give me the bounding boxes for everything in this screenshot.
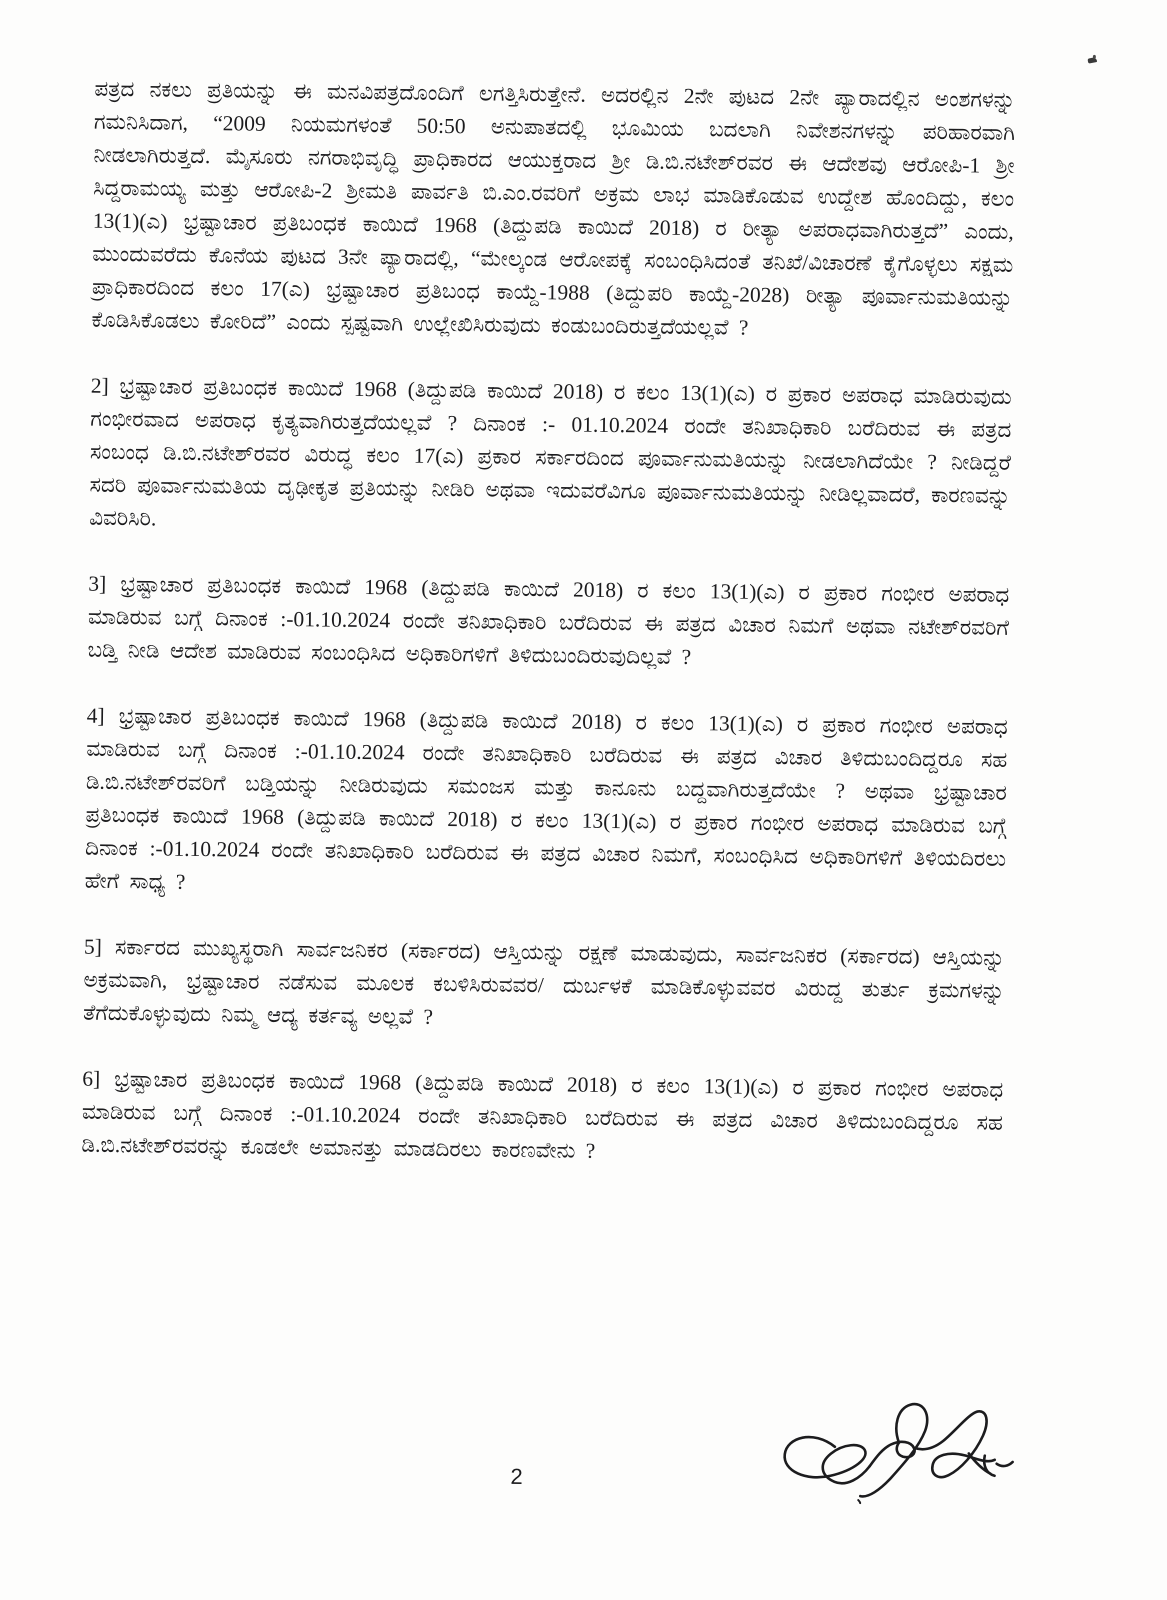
paragraph-question-4: 4] ಭ್ರಷ್ಟಾಚಾರ ಪ್ರತಿಬಂಧಕ ಕಾಯಿದೆ 1968 (ತಿದ್ದುಪಡಿ ಕಾಯಿದೆ 2018) ರ ಕಲಂ 13(1)(ಎ) ರ ಪ್ರಕಾರ ಗಂಭೀರ ಅಪರಾಧ ಮಾಡಿರುವ ಬಗ್ಗೆ ದಿನಾಂಕ :-01.10.2024 ರಂದೇ ತನಿಖಾಧಿಕಾರಿ ಬರೆದಿರುವ ಈ ಪತ್ರದ ವಿಚಾರ ತಿಳಿದುಬಂದಿದ್ದರೂ ಸಹ ಡಿ.ಬಿ.ನಟೇಶ್‌ರವರಿಗೆ ಬಡ್ತಿಯನ್ನು ನೀಡಿರುವುದು ಸಮಂಜಸ ಮತ್ತು ಕಾನೂನು ಬದ್ದವಾಗಿರುತ್ತದೆಯೇ ? ಅಥವಾ ಭ್ರಷ್ಟಾಚಾರ ಪ್ರತಿಬಂಧಕ ಕಾಯಿದೆ 1968 (ತಿದ್ದುಪಡಿ ಕಾಯಿದೆ 2018) ರ ಕಲಂ 13(1)(ಎ) ರ ಪ್ರಕಾರ ಗಂಭೀರ ಅಪರಾಧ ಮಾಡಿರುವ ಬಗ್ಗೆ ದಿನಾಂಕ :-01.10.2024 ರಂದೇ ತನಿಖಾಧಿಕಾರಿ ಬರೆದಿರುವ ಈ ಪತ್ರದ ವಿಚಾರ ನಿಮಗೆ, ಸಂಬಂಧಿಸಿದ ಅಧಿಕಾರಿಗಳಿಗೆ ತಿಳಿಯದಿರಲು ಹೇಗೆ ಸಾಧ್ಯ ?	[84, 703, 1008, 894]
paragraph-continuation: ಪತ್ರದ ನಕಲು ಪ್ರತಿಯನ್ನು ಈ ಮನವಿಪತ್ರದೊಂದಿಗೆ ಲಗತ್ತಿಸಿರುತ್ತೇನೆ. ಅದರಲ್ಲಿನ 2ನೇ ಪುಟದ 2ನೇ ಪ್ಯಾರಾದಲ್ಲಿನ ಅಂಶಗಳನ್ನು ಗಮನಿಸಿದಾಗ, “2009 ನಿಯಮಗಳಂತೆ 50:50 ಅನುಪಾತದಲ್ಲಿ ಭೂಮಿಯ ಬದಲಾಗಿ ನಿವೇಶನಗಳನ್ನು ಪರಿಹಾರವಾಗಿ ನೀಡಲಾಗಿರುತ್ತದೆ. ಮೈಸೂರು ನಗರಾಭಿವೃದ್ಧಿ ಪ್ರಾಧಿಕಾರದ ಆಯುಕ್ತರಾದ ಶ್ರೀ ಡಿ.ಬಿ.ನಟೇಶ್‌ರವರ ಈ ಆದೇಶವು ಆರೋಪಿ-1 ಶ್ರೀ ಸಿದ್ದರಾಮಯ್ಯ ಮತ್ತು ಆರೋಪಿ-2 ಶ್ರೀಮತಿ ಪಾರ್ವತಿ ಬಿ.ಎಂ.ರವರಿಗೆ ಅಕ್ರಮ ಲಾಭ ಮಾಡಿಕೊಡುವ ಉದ್ದೇಶ ಹೊಂದಿದ್ದು, ಕಲಂ 13(1)(ಎ) ಭ್ರಷ್ಟಾಚಾರ ಪ್ರತಿಬಂಧಕ ಕಾಯಿದೆ 1968 (ತಿದ್ದುಪಡಿ ಕಾಯಿದೆ 2018) ರ ರೀತ್ಯಾ ಅಪರಾಧವಾಗಿರುತ್ತದೆ” ಎಂದು, ಮುಂದುವರೆದು ಕೊನೆಯ ಪುಟದ 3ನೇ ಪ್ಯಾರಾದಲ್ಲಿ, “ಮೇಲ್ಕಂಡ ಆರೋಪಕ್ಕೆ ಸಂಬಂಧಿಸಿದಂತೆ ತನಿಖೆ/ವಿಚಾರಣೆ ಕೈಗೊಳ್ಳಲು ಸಕ್ಷಮ ಪ್ರಾಧಿಕಾರದಿಂದ ಕಲಂ 17(ಎ) ಭ್ರಷ್ಟಾಚಾರ ಪ್ರತಿಬಂಧ ಕಾಯ್ದೆ-1988 (ತಿದ್ದುಪರಿ ಕಾಯ್ದೆ-2028) ರೀತ್ಯಾ ಪೂರ್ವಾನುಮತಿಯನ್ನು ಕೊಡಿಸಿಕೊಡಲು ಕೋರಿದೆ” ಎಂದು ಸ್ಪಷ್ಟವಾಗಿ ಉಲ್ಲೇಖಿಸಿರುವುದು ಕಂಡುಬಂದಿರುತ್ತದೆಯಲ್ಲವೆ ?	[91, 76, 1016, 340]
paragraph-question-6: 6] ಭ್ರಷ್ಟಾಚಾರ ಪ್ರತಿಬಂಧಕ ಕಾಯಿದೆ 1968 (ತಿದ್ದುಪಡಿ ಕಾಯಿದೆ 2018) ರ ಕಲಂ 13(1)(ಎ) ರ ಪ್ರಕಾರ ಗಂಭೀರ ಅಪರಾಧ ಮಾಡಿರುವ ಬಗ್ಗೆ ದಿನಾಂಕ :-01.10.2024 ರಂದೇ ತನಿಖಾಧಿಕಾರಿ ಬರೆದಿರುವ ಈ ಪತ್ರದ ವಿಚಾರ ತಿಳಿದುಬಂದಿದ್ದರೂ ಸಹ ಡಿ.ಬಿ.ನಟೇಶ್‌ರವರನ್ನು ಕೂಡಲೇ ಅಮಾನತ್ತು ಮಾಡದಿರಲು ಕಾರಣವೇನು ?	[81, 1066, 1004, 1163]
handwritten-signature	[772, 1391, 1024, 1534]
document-body	[81, 73, 1016, 1206]
paragraph-question-3: 3] ಭ್ರಷ್ಟಾಚಾರ ಪ್ರತಿಬಂಧಕ ಕಾಯಿದೆ 1968 (ತಿದ್ದುಪಡಿ ಕಾಯಿದೆ 2018) ರ ಕಲಂ 13(1)(ಎ) ರ ಪ್ರಕಾರ ಗಂಭೀರ ಅಪರಾಧ ಮಾಡಿರುವ ಬಗ್ಗೆ ದಿನಾಂಕ :-01.10.2024 ರಂದೇ ತನಿಖಾಧಿಕಾರಿ ಬರೆದಿರುವ ಈ ಪತ್ರದ ವಿಚಾರ ನಿಮಗೆ ಅಥವಾ ನಟೇಶ್‌ರವರಿಗೆ ಬಡ್ತಿ ನೀಡಿ ಆದೇಶ ಮಾಡಿರುವ ಸಂಬಂಧಿಸಿದ ಅಧಿಕಾರಿಗಳಿಗೆ ತಿಳಿದುಬಂದಿರುವುದಿಲ್ಲವೆ ?	[87, 571, 1010, 670]
paragraph-question-5: 5] ಸರ್ಕಾರದ ಮುಖ್ಯಸ್ಥರಾಗಿ ಸಾರ್ವಜನಿಕರ (ಸರ್ಕಾರದ) ಆಸ್ತಿಯನ್ನು ರಕ್ಷಣೆ ಮಾಡುವುದು, ಸಾರ್ವಜನಿಕರ (ಸರ್ಕಾರದ) ಆಸ್ತಿಯನ್ನು ಅಕ್ರಮವಾಗಿ, ಭ್ರಷ್ಟಾಚಾರ ನಡೆಸುವ ಮೂಲಕ ಕಬಳಿಸಿರುವವರ/ ದುರ್ಬಳಕೆ ಮಾಡಿಕೊಳ್ಳುವವರ ವಿರುದ್ದ ತುರ್ತು ಕ್ರಮಗಳನ್ನು ತೆಗೆದುಕೊಳ್ಳುವುದು ನಿಮ್ಮ ಆದ್ಯ ಕರ್ತವ್ಯ ಅಲ್ಲವೆ ?	[82, 934, 1006, 1029]
scan-smudge-mark	[1088, 55, 1100, 64]
signature-drawing	[772, 1391, 1024, 1534]
page-number: 2	[510, 1463, 523, 1490]
paragraph-question-2: 2] ಭ್ರಷ್ಟಾಚಾರ ಪ್ರತಿಬಂಧಕ ಕಾಯಿದೆ 1968 (ತಿದ್ದುಪಡಿ ಕಾಯಿದೆ 2018) ರ ಕಲಂ 13(1)(ಎ) ರ ಪ್ರಕಾರ ಅಪರಾಧ ಮಾಡಿರುವುದು ಗಂಭೀರವಾದ ಅಪರಾಧ ಕೃತ್ಯವಾಗಿರುತ್ತದೆಯಲ್ಲವೆ ? ದಿನಾಂಕ :- 01.10.2024 ರಂದೇ ತನಿಖಾಧಿಕಾರಿ ಬರೆದಿರುವ ಈ ಪತ್ರದ ಸಂಬಂಧ ಡಿ.ಬಿ.ನಟೇಶ್‌ರವರ ವಿರುದ್ಧ ಕಲಂ 17(ಎ) ಪ್ರಕಾರ ಸರ್ಕಾರದಿಂದ ಪೂರ್ವಾನುಮತಿಯನ್ನು ನೀಡಲಾಗಿದೆಯೇ ? ನೀಡಿದ್ದರೆ ಸದರಿ ಪೂರ್ವಾನುಮತಿಯ ದೃಢೀಕೃತ ಪ್ರತಿಯನ್ನು ನೀಡಿರಿ ಅಥವಾ ಇದುವರೆವಿಗೂ ಪೂರ್ವಾನುಮತಿಯನ್ನು ನೀಡಿಲ್ಲವಾದರೆ, ಕಾರಣವನ್ನು ವಿವರಿಸಿರಿ.	[89, 373, 1012, 531]
